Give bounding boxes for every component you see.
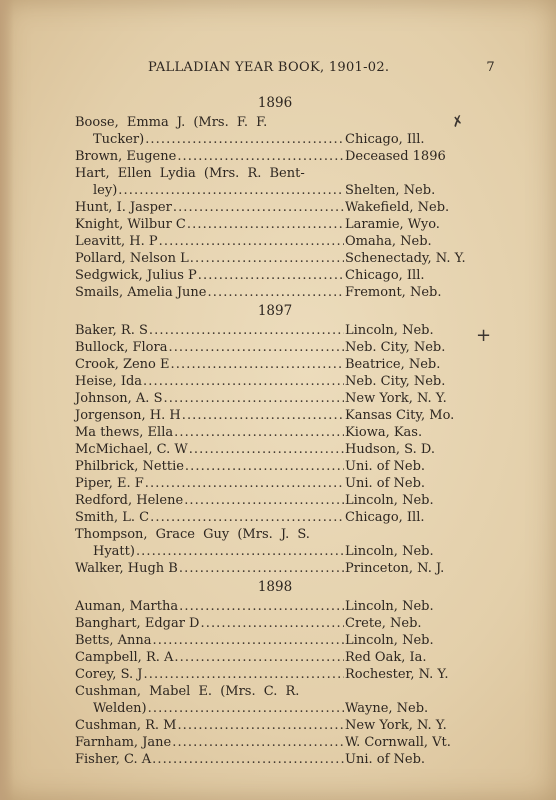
year-heading: 1896	[257, 95, 293, 111]
entry-name: Banghart, Edgar D	[75, 616, 200, 631]
entry-name: Smith, L. C	[75, 510, 150, 525]
dot-leader	[179, 598, 344, 615]
dot-leader	[143, 373, 344, 390]
entry-name: Hyatt)	[93, 544, 135, 559]
entry-name-first-line: Cushman, Mabel E. (Mrs. C. R.	[75, 684, 300, 699]
entry-name: Crook, Zeno E	[75, 357, 170, 372]
list-item	[75, 441, 495, 458]
list-item	[75, 284, 495, 301]
list-item	[75, 424, 495, 441]
entry-name-first-line: Boose, Emma J. (Mrs. F. F.	[75, 115, 268, 130]
list-item	[75, 632, 495, 649]
list-item	[75, 182, 495, 199]
entry-name: Redford, Helene	[75, 493, 184, 508]
entry-place: Chicago, Ill.	[345, 510, 425, 525]
entry-name: Smails, Amelia June	[75, 285, 207, 300]
list-item	[75, 734, 495, 751]
entry-name: McMichael, C. W	[75, 442, 188, 457]
entry-place: Rochester, N. Y.	[345, 667, 449, 682]
list-item	[75, 649, 495, 666]
entry-place: Chicago, Ill.	[345, 268, 425, 283]
list-item	[75, 615, 495, 632]
entry-name: Sedgwick, Julius P	[75, 268, 197, 283]
dot-leader	[187, 216, 344, 233]
list-item	[75, 717, 495, 734]
dot-leader	[152, 751, 344, 768]
list-item	[75, 390, 495, 407]
entry-name: Hunt, I. Jasper	[75, 200, 172, 215]
entry-name: Auman, Martha	[75, 599, 179, 614]
entry-place: Uni. of Neb.	[345, 476, 426, 491]
entry-place: Fremont, Neb.	[345, 285, 442, 300]
entry-name: Betts, Anna	[75, 633, 152, 648]
entry-name: Walker, Hugh B	[75, 561, 178, 576]
list-item	[75, 475, 495, 492]
dot-leader	[172, 734, 344, 751]
list-item	[75, 339, 495, 356]
dot-leader	[159, 233, 344, 250]
entry-place: Uni. of Neb.	[345, 459, 426, 474]
entry-name: Campbell, R. A	[75, 650, 174, 665]
entry-name-first-line: Thompson, Grace Guy (Mrs. J. S.	[75, 527, 310, 542]
entry-place: Lincoln, Neb.	[345, 599, 434, 614]
list-item	[75, 233, 495, 250]
entry-place: Neb. City, Neb.	[345, 340, 446, 355]
dot-leader	[173, 199, 344, 216]
dot-leader	[177, 717, 344, 734]
dot-leader	[163, 390, 344, 407]
dot-leader	[184, 492, 344, 509]
entry-name: Pollard, Nelson L	[75, 251, 189, 266]
list-item	[75, 509, 495, 526]
entry-name-first-line: Hart, Ellen Lydia (Mrs. R. Bent-	[75, 166, 305, 181]
entry-place: Kiowa, Kas.	[345, 425, 423, 440]
dot-leader	[200, 615, 344, 632]
entry-place: Lincoln, Neb.	[345, 633, 434, 648]
dot-leader	[208, 284, 345, 301]
list-item	[75, 148, 495, 165]
entry-place: Chicago, Ill.	[345, 132, 425, 147]
list-item	[75, 216, 495, 233]
pencil-check-mark-icon: ✗	[450, 112, 466, 132]
pencil-cross-mark-icon: +	[476, 325, 492, 346]
list-item	[75, 373, 495, 390]
dot-leader	[168, 339, 344, 356]
list-item	[75, 199, 495, 216]
entry-place: Lincoln, Neb.	[345, 323, 434, 338]
page-edge-shadow	[0, 0, 14, 800]
entry-name: Tucker)	[93, 132, 145, 147]
dot-leader	[150, 509, 344, 526]
entry-name: Bullock, Flora	[75, 340, 168, 355]
list-item	[75, 267, 495, 284]
entry-name: Brown, Eugene	[75, 149, 177, 164]
dot-leader	[174, 649, 344, 666]
list-item	[75, 407, 495, 424]
list-item	[75, 356, 495, 373]
dot-leader	[174, 424, 344, 441]
list-item	[75, 458, 495, 475]
entry-place: Wayne, Neb.	[345, 701, 429, 716]
entry-name: Baker, R. S	[75, 323, 148, 338]
dot-leader	[118, 182, 344, 199]
entry-name: Johnson, A. S	[75, 391, 163, 406]
dot-leader	[182, 407, 344, 424]
entry-place: Neb. City, Neb.	[345, 374, 446, 389]
entry-name: Heise, Ida	[75, 374, 143, 389]
entry-place: Kansas City, Mo.	[345, 408, 455, 423]
dot-leader	[190, 250, 344, 267]
entry-place: New York, N. Y.	[345, 391, 447, 406]
entry-place: Crete, Neb.	[345, 616, 422, 631]
list-item	[75, 700, 495, 717]
entry-place: Uni. of Neb.	[345, 752, 426, 767]
list-item	[75, 250, 495, 267]
list-item	[75, 666, 495, 683]
entry-name: Welden)	[93, 701, 147, 716]
entry-name: Knight, Wilbur C	[75, 217, 186, 232]
dot-leader	[153, 632, 344, 649]
entry-name: Philbrick, Nettie	[75, 459, 184, 474]
dot-leader	[148, 700, 344, 717]
entry-place: Beatrice, Neb.	[345, 357, 441, 372]
member-list	[75, 93, 495, 768]
dot-leader	[179, 560, 344, 577]
dot-leader	[171, 356, 344, 373]
page-header-title: PALLADIAN YEAR BOOK, 1901-02.	[148, 60, 390, 75]
year-heading: 1898	[257, 579, 293, 595]
dot-leader	[145, 475, 344, 492]
entry-place: Shelten, Neb.	[345, 183, 436, 198]
entry-place: Lincoln, Neb.	[345, 493, 434, 508]
list-item	[75, 322, 495, 339]
list-item	[75, 492, 495, 509]
entry-place: Lincoln, Neb.	[345, 544, 434, 559]
dot-leader	[185, 458, 344, 475]
list-item	[75, 598, 495, 615]
list-item	[75, 131, 495, 148]
list-item	[75, 560, 495, 577]
dot-leader	[136, 543, 344, 560]
entry-place: Princeton, N. J.	[345, 561, 445, 576]
entry-name: Ma thews, Ella	[75, 425, 174, 440]
entry-name: ley)	[93, 183, 118, 198]
entry-name: Fisher, C. A	[75, 752, 152, 767]
entry-place: Wakefield, Neb.	[345, 200, 450, 215]
page-number: 7	[486, 60, 495, 75]
entry-name: Leavitt, H. P	[75, 234, 158, 249]
entry-place: Hudson, S. D.	[345, 442, 435, 457]
entry-place: Schenectady, N. Y.	[345, 251, 466, 266]
entry-place: W. Cornwall, Vt.	[345, 735, 451, 750]
dot-leader	[198, 267, 344, 284]
year-heading: 1897	[257, 303, 293, 319]
list-item	[75, 751, 495, 768]
entry-place: Omaha, Neb.	[345, 234, 432, 249]
dot-leader	[177, 148, 344, 165]
dot-leader	[189, 441, 344, 458]
entry-name: Farnham, Jane	[75, 735, 172, 750]
entry-place: Laramie, Wyo.	[345, 217, 440, 232]
entry-place: New York, N. Y.	[345, 718, 447, 733]
dot-leader	[149, 322, 344, 339]
entry-name: Corey, S. J	[75, 667, 143, 682]
list-item	[75, 543, 495, 560]
entry-name: Jorgenson, H. H	[75, 408, 181, 423]
dot-leader	[143, 666, 344, 683]
entry-name: Cushman, R. M	[75, 718, 177, 733]
entry-place: Red Oak, Ia.	[345, 650, 427, 665]
entry-place: Deceased 1896	[345, 149, 446, 164]
running-head	[148, 60, 495, 75]
entry-name: Piper, E. F	[75, 476, 144, 491]
dot-leader	[145, 131, 344, 148]
